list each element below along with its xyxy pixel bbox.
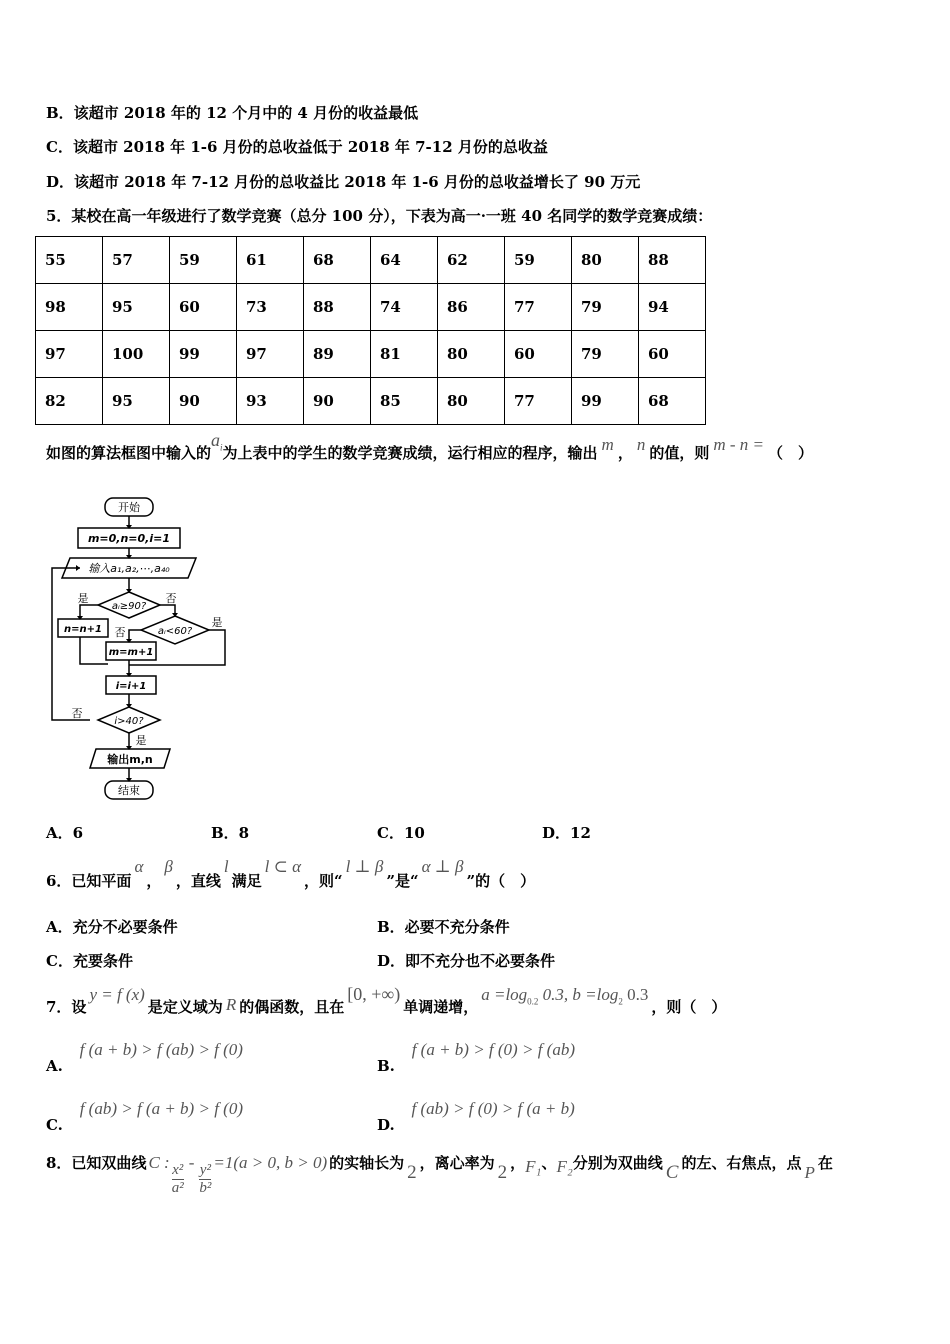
table-cell: 88 <box>304 284 371 331</box>
fc-output-label: 输出m,n <box>107 753 153 766</box>
q5-stem: 5．某校在高一年级进行了数学竞赛（总分 100 分），下表为高一·一班 40 名同学的数学竞赛成绩： <box>46 207 713 225</box>
fc-cond3-label: i>40? <box>114 716 144 727</box>
fc-cond1-label: aᵢ≥90? <box>111 601 147 612</box>
log-base-2: 2 <box>618 996 623 1007</box>
table-cell: 68 <box>304 237 371 284</box>
q5-option-c: C．10 <box>377 824 425 842</box>
q7-text-d: 单调递增， <box>403 998 479 1016</box>
expr-l-subset-alpha: l ⊂ α <box>264 857 302 876</box>
q4-option-c: C．该超市 2018 年 1-6 月份的总收益低于 2018 年 7-12 月份的总收益 <box>46 138 548 156</box>
q8-text-f: 的左、右焦点，点 <box>681 1153 802 1172</box>
table-cell: 73 <box>237 284 304 331</box>
table-cell: 99 <box>572 378 639 425</box>
q8-dot: 、 <box>541 1153 557 1172</box>
table-cell: 85 <box>371 378 438 425</box>
fc-yes-1: 是 <box>77 592 89 605</box>
table-cell: 98 <box>36 284 103 331</box>
fc-cond2-label: aᵢ<60? <box>157 626 193 637</box>
algorithm-flowchart <box>40 492 250 804</box>
table-cell: 55 <box>36 237 103 284</box>
expr-C-colon: C : <box>148 1152 170 1172</box>
q6-text-d: ，则“ <box>304 872 343 890</box>
table-cell: 60 <box>505 331 572 378</box>
fc-inc-m-label: m=m+1 <box>108 647 154 658</box>
q7-option-a-label: A. <box>46 1057 63 1075</box>
scores-table <box>35 236 706 425</box>
q6-text-c: 满足 <box>231 872 262 890</box>
table-row <box>36 331 706 378</box>
fc-init-label: m=0,n=0,i=1 <box>87 532 171 545</box>
q8-stem <box>46 1152 833 1218</box>
q7-text-b: 是定义域为 <box>147 998 223 1016</box>
var-F1: F₁ <box>525 1156 542 1176</box>
table-cell: 99 <box>170 331 237 378</box>
q6-sep: ， <box>146 872 162 890</box>
value-2-axis: 2 <box>407 1161 417 1183</box>
q7-option-c <box>46 1099 243 1134</box>
q8-text-e: 分别为双曲线 <box>572 1153 663 1172</box>
table-cell: 82 <box>36 378 103 425</box>
q7-option-b-label: B. <box>377 1057 395 1075</box>
q6-option-a: A．充分不必要条件 <box>46 918 178 936</box>
table-cell: 68 <box>639 378 706 425</box>
var-R: R <box>225 995 237 1014</box>
q5-comma: ， <box>617 444 633 462</box>
table-cell: 80 <box>438 331 505 378</box>
fc-no-3: 否 <box>71 707 83 720</box>
q5-text-c: 的值，则 <box>649 444 710 462</box>
table-cell: 95 <box>103 378 170 425</box>
var-l: l <box>223 857 229 876</box>
q8-text-b: 的实轴长为 <box>329 1153 405 1172</box>
table-cell: 79 <box>572 331 639 378</box>
table-cell: 88 <box>639 237 706 284</box>
var-P: P <box>804 1162 815 1182</box>
table-row <box>36 237 706 284</box>
fc-input-label: 输入a₁,a₂,⋯,a₄₀ <box>88 562 170 575</box>
q4-option-b: B．该超市 2018 年的 12 个月中的 4 月份的收益最低 <box>46 104 419 122</box>
q7-option-b <box>377 1040 575 1075</box>
q7-option-d-expr: f (ab) > f (0) > f (a + b) <box>411 1099 575 1118</box>
var-C: C <box>665 1161 679 1183</box>
table-cell: 97 <box>36 331 103 378</box>
table-cell: 59 <box>170 237 237 284</box>
minus-sign: - <box>188 1152 195 1172</box>
q7-text-a: 7．设 <box>46 998 87 1016</box>
table-cell: 64 <box>371 237 438 284</box>
var-a: a <box>211 430 221 450</box>
q8-text-d: ， <box>510 1153 526 1172</box>
q5-option-b: B．8 <box>211 824 250 842</box>
var-a-i <box>211 430 223 453</box>
q7-option-d-label: D. <box>377 1116 395 1134</box>
q6-text-b: ，直线 <box>175 872 221 890</box>
q7-stem <box>46 984 726 1020</box>
q7-text-e: ，则（ ） <box>651 998 727 1016</box>
q5-text-a: 如图的算法框图中输入的 <box>46 444 212 462</box>
fc-yes-2: 是 <box>211 616 223 629</box>
fc-inc-i-label: i=i+1 <box>115 681 147 692</box>
table-cell: 60 <box>639 331 706 378</box>
q4-option-d: D．该超市 2018 年 7-12 月份的总收益比 2018 年 1-6 月份的总收益增长了 90 万元 <box>46 173 641 191</box>
q6-option-b: B．必要不充分条件 <box>377 918 510 936</box>
fc-end-label: 结束 <box>118 784 140 797</box>
expr-m-minus-n: m - n = <box>713 435 765 454</box>
expr-interval: [0, +∞) <box>347 984 401 1004</box>
table-cell: 100 <box>103 331 170 378</box>
table-cell: 79 <box>572 284 639 331</box>
var-i-sub: i <box>220 442 223 453</box>
value-2-ecc: 2 <box>497 1161 508 1183</box>
var-alpha: α <box>134 857 144 876</box>
q8-text-a: 8．已知双曲线 <box>46 1153 147 1172</box>
frac-y2: y² <box>199 1162 211 1178</box>
expr-alpha-perp-beta: α ⊥ β <box>421 857 464 876</box>
expr-a-b-logs <box>478 985 651 1007</box>
table-cell: 77 <box>505 284 572 331</box>
expr-a-log: a =log <box>481 985 528 1004</box>
fc-start-label: 开始 <box>118 501 140 514</box>
table-cell: 95 <box>103 284 170 331</box>
var-beta: β <box>164 857 173 876</box>
table-cell: 59 <box>505 237 572 284</box>
q5-paren: （ ） <box>768 444 814 462</box>
expr-log-arg: 0.3 <box>622 985 649 1004</box>
q7-text-c: 的偶函数，且在 <box>239 998 345 1016</box>
q7-option-d <box>377 1099 575 1134</box>
table-cell: 86 <box>438 284 505 331</box>
q7-option-a <box>46 1040 243 1075</box>
table-row <box>36 284 706 331</box>
table-cell: 89 <box>304 331 371 378</box>
q6-option-c: C．充要条件 <box>46 952 133 970</box>
table-cell: 90 <box>170 378 237 425</box>
table-cell: 57 <box>103 237 170 284</box>
frac-x2: x² <box>172 1162 184 1178</box>
q6-text-f: ”的（ ） <box>466 872 536 890</box>
q5-option-d: D．12 <box>542 824 591 842</box>
table-cell: 60 <box>170 284 237 331</box>
expr-y-eq-fx: y = f (x) <box>89 985 145 1004</box>
q7-option-b-expr: f (a + b) > f (0) > f (ab) <box>411 1040 575 1059</box>
fc-yes-3: 是 <box>135 734 147 747</box>
expr-eq-cond: =1(a > 0, b > 0) <box>213 1152 328 1172</box>
table-cell: 77 <box>505 378 572 425</box>
q7-option-c-label: C. <box>46 1116 63 1134</box>
q6-stem <box>46 856 535 892</box>
q7-option-a-expr: f (a + b) > f (ab) > f (0) <box>79 1040 243 1059</box>
fc-no-2: 否 <box>114 626 126 639</box>
log-base-1: 0.2 <box>527 996 539 1007</box>
table-cell: 93 <box>237 378 304 425</box>
expr-l-perp-beta: l ⊥ β <box>345 857 384 876</box>
frac-x2-a2 <box>172 1162 184 1197</box>
var-m: m <box>601 435 614 454</box>
table-cell: 74 <box>371 284 438 331</box>
frac-b2: b² <box>199 1180 212 1196</box>
table-row <box>36 378 706 425</box>
q6-text-a: 6．已知平面 <box>46 872 132 890</box>
expr-b-log: 0.3, b =log <box>538 985 619 1004</box>
table-cell: 81 <box>371 331 438 378</box>
q6-text-e: ”是“ <box>386 872 419 890</box>
fc-inc-n-label: n=n+1 <box>64 624 102 635</box>
q7-option-c-expr: f (ab) > f (a + b) > f (0) <box>79 1099 243 1118</box>
table-cell: 90 <box>304 378 371 425</box>
table-cell: 80 <box>572 237 639 284</box>
q8-text-c: ，离心率为 <box>419 1153 495 1172</box>
table-cell: 61 <box>237 237 304 284</box>
frac-y2-b2 <box>199 1162 211 1197</box>
table-cell: 94 <box>639 284 706 331</box>
frac-a2: a² <box>171 1180 184 1196</box>
q5-text-b: 为上表中的学生的数学竞赛成绩，运行相应的程序，输出 <box>222 444 598 462</box>
var-n: n <box>636 435 646 454</box>
table-cell: 80 <box>438 378 505 425</box>
q6-option-d: D．即不充分也不必要条件 <box>377 952 556 970</box>
fc-no-1: 否 <box>165 592 177 605</box>
q5-question-line <box>46 432 813 472</box>
table-cell: 62 <box>438 237 505 284</box>
q5-option-a: A．6 <box>46 824 84 842</box>
table-cell: 97 <box>237 331 304 378</box>
q8-text-g: 在 <box>817 1153 833 1172</box>
var-F2: F₂ <box>556 1156 573 1176</box>
